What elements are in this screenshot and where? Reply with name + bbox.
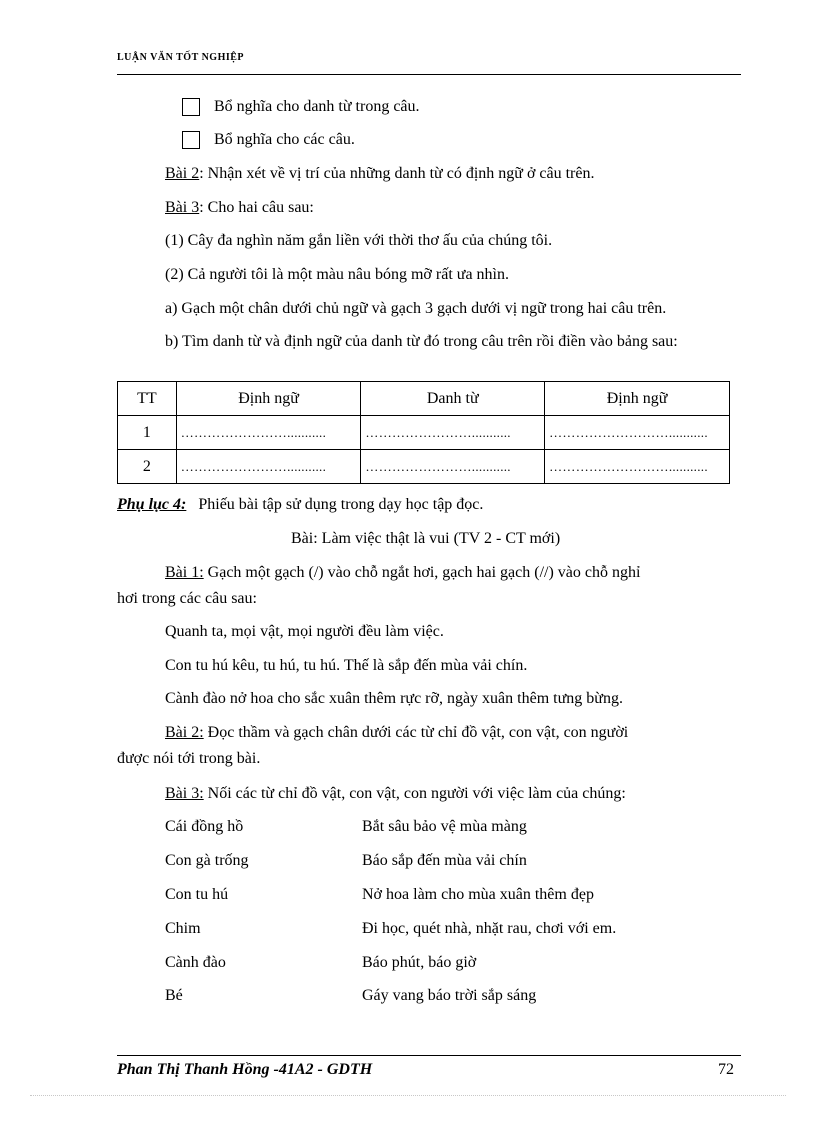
exercise1-label: Bài 1: <box>165 564 204 581</box>
bai3-task-b: b) Tìm danh từ và định ngữ của danh từ đó trong câu trên rồi điền vào bảng sau: <box>165 333 678 350</box>
table-cell-blank[interactable]: ……………………........... <box>176 450 361 484</box>
footer-rule <box>117 1055 741 1056</box>
match-right-item: Gáy vang báo trời sắp sáng <box>362 987 537 1004</box>
checkbox-option-2[interactable] <box>182 131 200 149</box>
match-right-item: Đi học, quét nhà, nhặt rau, chơi với em. <box>362 920 617 937</box>
table-header-dinh-ngu-2: Định ngữ <box>545 382 730 416</box>
page-bottom-dotted-border <box>30 1095 786 1096</box>
match-right-item: Báo phút, báo giờ <box>362 954 477 971</box>
match-left-item: Chim <box>165 920 201 937</box>
appendix-label: Phụ lục 4: <box>117 496 187 513</box>
exercise2-line2: được nói tới trong bài. <box>117 750 261 767</box>
option-2-label: Bổ nghĩa cho các câu. <box>214 131 355 148</box>
match-left-item: Cái đồng hồ <box>165 818 244 835</box>
bai3-top-line <box>165 198 314 218</box>
header-rule <box>117 74 741 75</box>
table-cell-blank[interactable]: ……………………........... <box>361 416 545 450</box>
page-header-title: LUẬN VĂN TỐT NGHIỆP <box>117 52 245 63</box>
match-left-item: Cành đào <box>165 954 226 971</box>
option-1-label: Bổ nghĩa cho danh từ trong câu. <box>214 98 420 115</box>
lesson-title: Bài: Làm việc thật là vui (TV 2 - CT mới) <box>291 530 561 547</box>
match-left-item: Bé <box>165 987 183 1004</box>
exercise1-line1 <box>165 563 640 583</box>
match-left-item: Con gà trống <box>165 852 249 869</box>
bai3-task-a: a) Gạch một chân dưới chủ ngữ và gạch 3 gạch dưới vị ngữ trong hai câu trên. <box>165 300 667 317</box>
exercise1-text: Gạch một gạch (/) vào chỗ ngắt hơi, gạch hai gạch (//) vào chỗ nghỉ <box>203 564 641 581</box>
bai2-top-line <box>165 164 594 184</box>
table-cell-blank[interactable]: ……………………........... <box>361 450 545 484</box>
exercise2-line1 <box>165 723 628 743</box>
bai3-sentence-1: (1) Cây đa nghìn năm gắn liền với thời thơ ấu của chúng tôi. <box>165 232 553 249</box>
exercise1-sentence-2: Con tu hú kêu, tu hú, tu hú. Thế là sắp đến mùa vải chín. <box>165 657 528 674</box>
exercise3-text: Nối các từ chỉ đồ vật, con vật, con người với việc làm của chúng: <box>203 785 626 802</box>
bai2-top-label: Bài 2 <box>165 165 200 182</box>
exercise1-sentence-1: Quanh ta, mọi vật, mọi người đều làm việc. <box>165 623 444 640</box>
exercise3-line <box>165 784 626 804</box>
exercise3-label: Bài 3: <box>165 785 204 802</box>
bai2-top-text: : Nhận xét về vị trí của những danh từ có định ngữ ở câu trên. <box>199 165 595 182</box>
bai3-top-label: Bài 3 <box>165 199 200 216</box>
match-left-item: Con tu hú <box>165 886 229 903</box>
footer-author: Phan Thị Thanh Hồng -41A2 - GDTH <box>117 1061 373 1078</box>
table-row <box>118 450 730 484</box>
table-header-tt: TT <box>118 382 177 416</box>
table-row <box>118 416 730 450</box>
table-cell-blank[interactable]: ………………………........... <box>545 416 730 450</box>
match-right-item: Nở hoa làm cho mùa xuân thêm đẹp <box>362 886 594 903</box>
table-cell-num: 1 <box>118 416 177 450</box>
exercise1-sentence-3: Cành đào nở hoa cho sắc xuân thêm rực rỡ, ngày xuân thêm tưng bừng. <box>165 690 623 707</box>
bai3-sentence-2: (2) Cả người tôi là một màu nâu bóng mỡ rất ưa nhìn. <box>165 266 509 283</box>
table-cell-blank[interactable]: ………………………........... <box>545 450 730 484</box>
appendix-line <box>117 495 483 515</box>
table-cell-num: 2 <box>118 450 177 484</box>
table-header-danh-tu: Danh từ <box>361 382 545 416</box>
table-header-row <box>118 382 730 416</box>
bai3-top-text: : Cho hai câu sau: <box>199 199 314 216</box>
table-header-dinh-ngu-1: Định ngữ <box>176 382 361 416</box>
match-right-item: Báo sắp đến mùa vải chín <box>362 852 527 869</box>
checkbox-option-1[interactable] <box>182 98 200 116</box>
fill-in-table <box>117 381 730 484</box>
table-cell-blank[interactable]: ……………………........... <box>176 416 361 450</box>
appendix-text: Phiếu bài tập sử dụng trong dạy học tập đọc. <box>198 496 484 513</box>
exercise1-line2: hơi trong các câu sau: <box>117 590 257 607</box>
exercise2-text: Đọc thầm và gạch chân dưới các từ chỉ đồ vật, con vật, con người <box>203 724 629 741</box>
exercise2-label: Bài 2: <box>165 724 204 741</box>
page-number: 72 <box>718 1061 734 1078</box>
match-right-item: Bắt sâu bảo vệ mùa màng <box>362 818 527 835</box>
